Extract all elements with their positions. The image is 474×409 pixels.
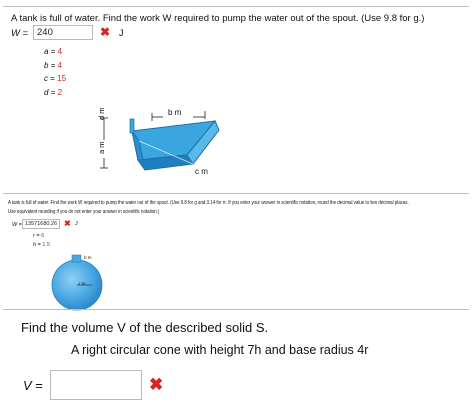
problem1-answer-row xyxy=(11,28,28,39)
spout xyxy=(72,255,81,262)
divider-2 xyxy=(3,193,469,194)
volume-answer-input[interactable] xyxy=(50,370,142,400)
spout xyxy=(130,119,134,133)
problem2-answer-input[interactable]: 13571680.26 xyxy=(22,219,60,229)
label-r: r m xyxy=(79,281,86,286)
sphere-figure xyxy=(48,254,108,312)
param-a: a = 4 xyxy=(44,47,63,56)
param-h: h = 1.5 xyxy=(33,242,50,248)
cross-icon: ✖ xyxy=(100,25,111,39)
label-h: h m xyxy=(84,255,92,260)
tank-prism xyxy=(132,121,219,170)
problem2-answer-row: W = xyxy=(12,222,22,228)
top-divider xyxy=(3,6,469,7)
divider-3 xyxy=(3,309,469,310)
param-b: b = 4 xyxy=(44,60,63,70)
problem1-question: A tank is full of water. Find the work W required to pump the water out of the spout. (Use 9.8 for g.) xyxy=(11,13,425,24)
answer-unit: J xyxy=(119,28,124,38)
cross-icon: ✖ xyxy=(149,375,164,394)
label-a: a m xyxy=(97,141,106,154)
cross-icon: ✖ xyxy=(64,219,71,228)
equals-sign: = xyxy=(22,28,29,39)
problem2-question: A tank is full of water. Find the work W required to pump the water out of the spout. (Use 9.8 for g and 3.14 for π. If you enter your answer in scientific notation, round the decimal value to two decimal places. Use equivalent rounding if you do not enter your answer in scientific notation.) xyxy=(8,200,409,215)
problem3-answer-row: V = xyxy=(23,378,43,393)
problem1-params xyxy=(44,45,66,99)
label-d: d m xyxy=(97,107,106,120)
problem2-params xyxy=(33,232,50,250)
problem3-description: A right circular cone with height 7h and base radius 4r xyxy=(71,343,369,357)
answer-variable: W xyxy=(11,28,20,39)
label-b: b m xyxy=(168,108,182,117)
answer-unit: J xyxy=(75,221,78,227)
param-c: c = 15 xyxy=(44,74,67,83)
label-c: c m xyxy=(195,167,208,176)
param-r: r = 6 xyxy=(33,233,45,239)
param-d: d = 2 xyxy=(44,87,63,97)
problem1-answer-input[interactable]: 240 xyxy=(33,25,93,40)
problem3-question: Find the volume V of the described solid S. xyxy=(21,320,269,335)
